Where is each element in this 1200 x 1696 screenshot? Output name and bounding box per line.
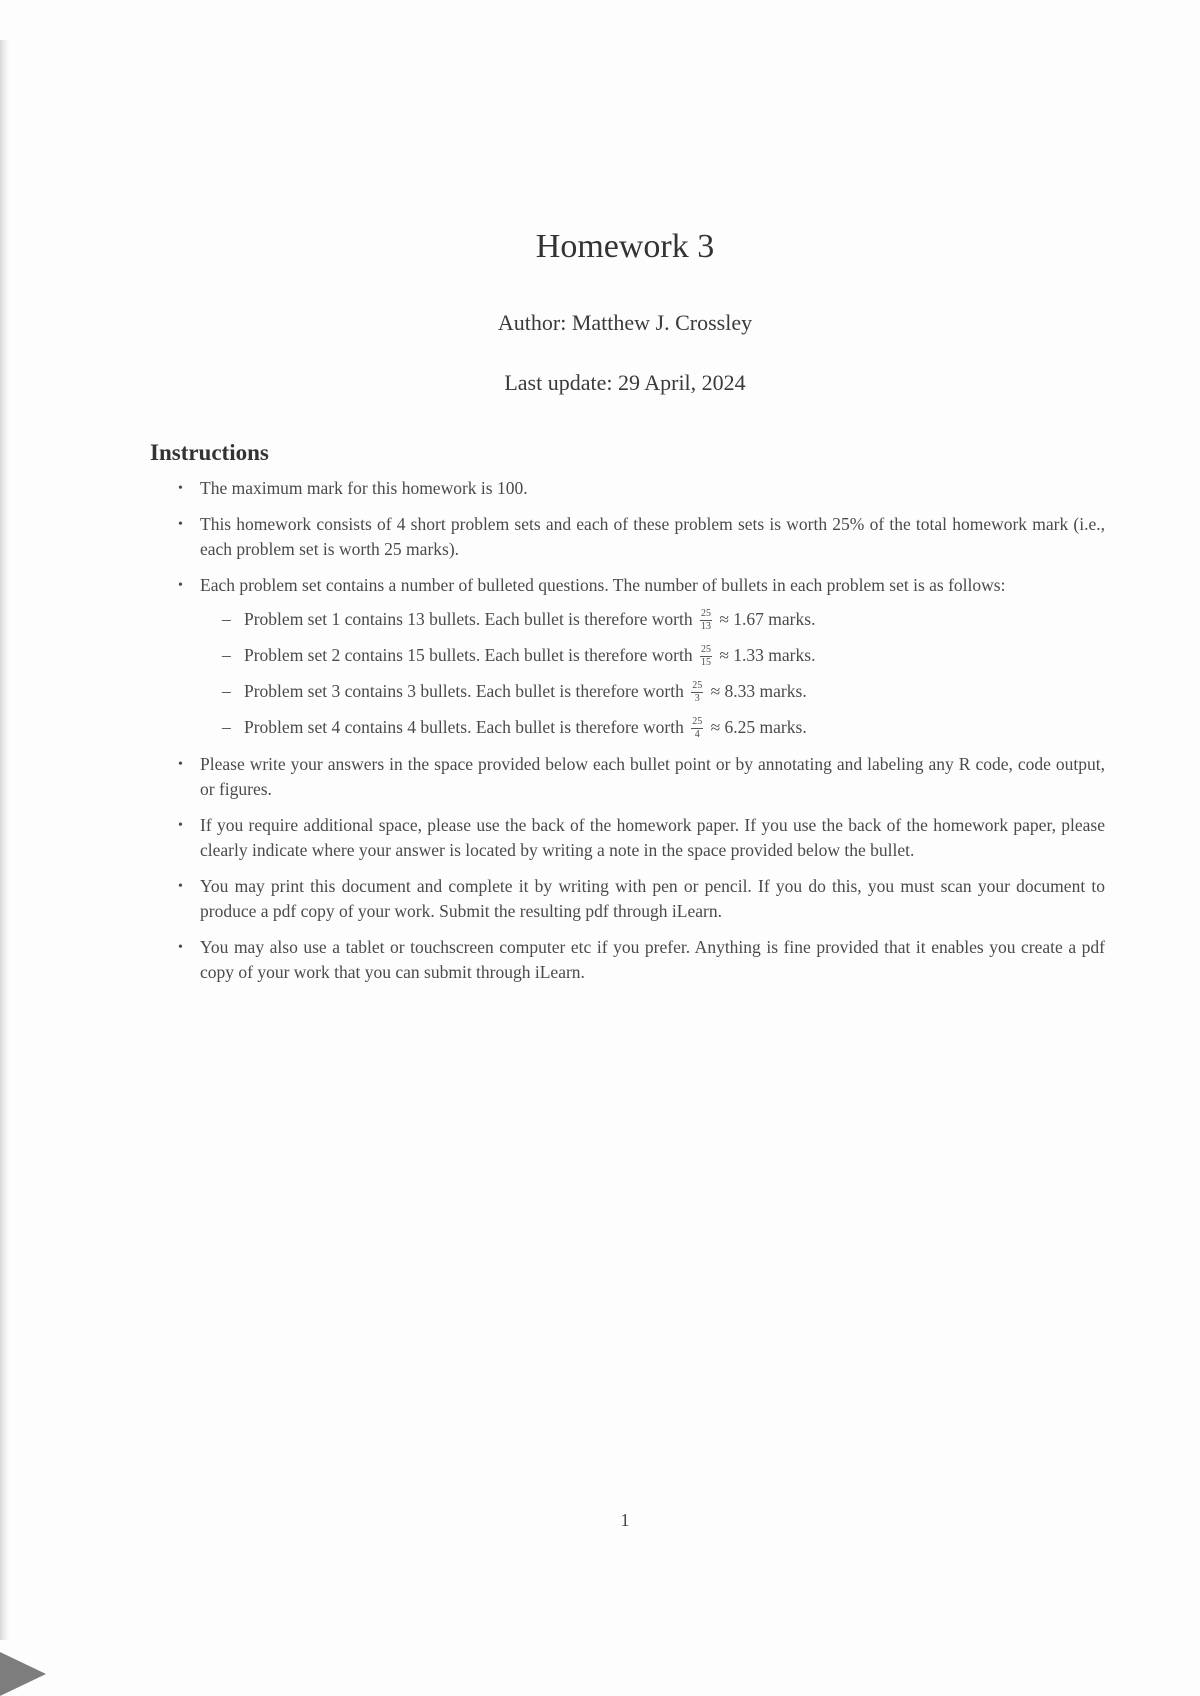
list-item (150, 752, 1105, 802)
list-item (150, 573, 1105, 741)
problem-set-item (222, 678, 1105, 705)
problem-set-item (222, 606, 1105, 633)
dash-icon: – (222, 717, 231, 737)
fraction-numerator: 25 (692, 680, 703, 692)
dash-icon: – (222, 681, 231, 701)
bullet-icon: • (178, 757, 183, 772)
problem-set-list (200, 606, 1105, 741)
instruction-text: This homework consists of 4 short problem sets and each of these problem sets is worth 25% of the total homework mark (i.e., each problem set is worth 25 marks). (200, 514, 1105, 559)
instructions-list-container (150, 476, 1105, 996)
fraction (691, 717, 703, 740)
instructions-heading: Instructions (150, 440, 269, 465)
problem-set-text: Problem set 3 contains 3 bullets. Each bullet is therefore worth (244, 681, 684, 701)
fraction-numerator: 25 (700, 608, 711, 620)
scan-corner-icon (0, 1652, 46, 1696)
bullet-icon: • (178, 940, 183, 955)
problem-set-text: Problem set 1 contains 13 bullets. Each bullet is therefore worth (244, 609, 693, 629)
dash-icon: – (222, 645, 231, 665)
approx-marks: ≈ 1.67 marks. (719, 609, 816, 629)
bullet-icon: • (178, 818, 183, 833)
approx-marks: ≈ 8.33 marks. (710, 681, 807, 701)
page-number: 1 (620, 1510, 630, 1530)
dash-icon: – (222, 609, 231, 629)
problem-set-item (222, 714, 1105, 741)
fraction-denominator: 3 (694, 693, 700, 705)
problem-set-text: Problem set 2 contains 15 bullets. Each bullet is therefore worth (244, 645, 693, 665)
document-title: Homework 3 (535, 228, 715, 265)
list-item (150, 874, 1105, 924)
last-update-line: Last update: 29 April, 2024 (504, 370, 746, 395)
fraction (691, 681, 703, 704)
problem-set-text: Problem set 4 contains 4 bullets. Each bullet is therefore worth (244, 717, 684, 737)
list-item (150, 935, 1105, 985)
fraction-denominator: 4 (694, 729, 700, 741)
instruction-text: Each problem set contains a number of bulleted questions. The number of bullets in each problem set is as follows: (200, 575, 1006, 595)
fraction-denominator: 15 (700, 657, 711, 669)
fraction-numerator: 25 (692, 716, 703, 728)
approx-marks: ≈ 6.25 marks. (710, 717, 807, 737)
instruction-text: If you require additional space, please use the back of the homework paper. If you use the back of the homework paper, please clearly indicate where your answer is located by writing a note in the space provided below the bullet. (200, 815, 1105, 860)
scan-edge-shadow (0, 40, 10, 1640)
list-item (150, 476, 1105, 501)
approx-marks: ≈ 1.33 marks. (719, 645, 816, 665)
instruction-text: You may print this document and complete it by writing with pen or pencil. If you do this, you must scan your document to produce a pdf copy of your work. Submit the resulting pdf through iLearn. (200, 876, 1105, 921)
bullet-icon: • (178, 578, 183, 593)
fraction-numerator: 25 (700, 644, 711, 656)
instructions-list (150, 476, 1105, 985)
list-item (150, 512, 1105, 562)
bullet-icon: • (178, 879, 183, 894)
fraction-denominator: 13 (700, 621, 711, 633)
fraction (700, 645, 712, 668)
bullet-icon: • (178, 481, 183, 496)
fraction (700, 609, 712, 632)
instruction-text: The maximum mark for this homework is 100. (200, 478, 528, 498)
bullet-icon: • (178, 517, 183, 532)
problem-set-item (222, 642, 1105, 669)
instruction-text: Please write your answers in the space provided below each bullet point or by annotating and labeling any R code, code output, or figures. (200, 754, 1105, 799)
author-line: Author: Matthew J. Crossley (497, 310, 753, 335)
instruction-text: You may also use a tablet or touchscreen computer etc if you prefer. Anything is fine provided that it enables you create a pdf copy of your work that you can submit through iLearn. (200, 937, 1105, 982)
list-item (150, 813, 1105, 863)
